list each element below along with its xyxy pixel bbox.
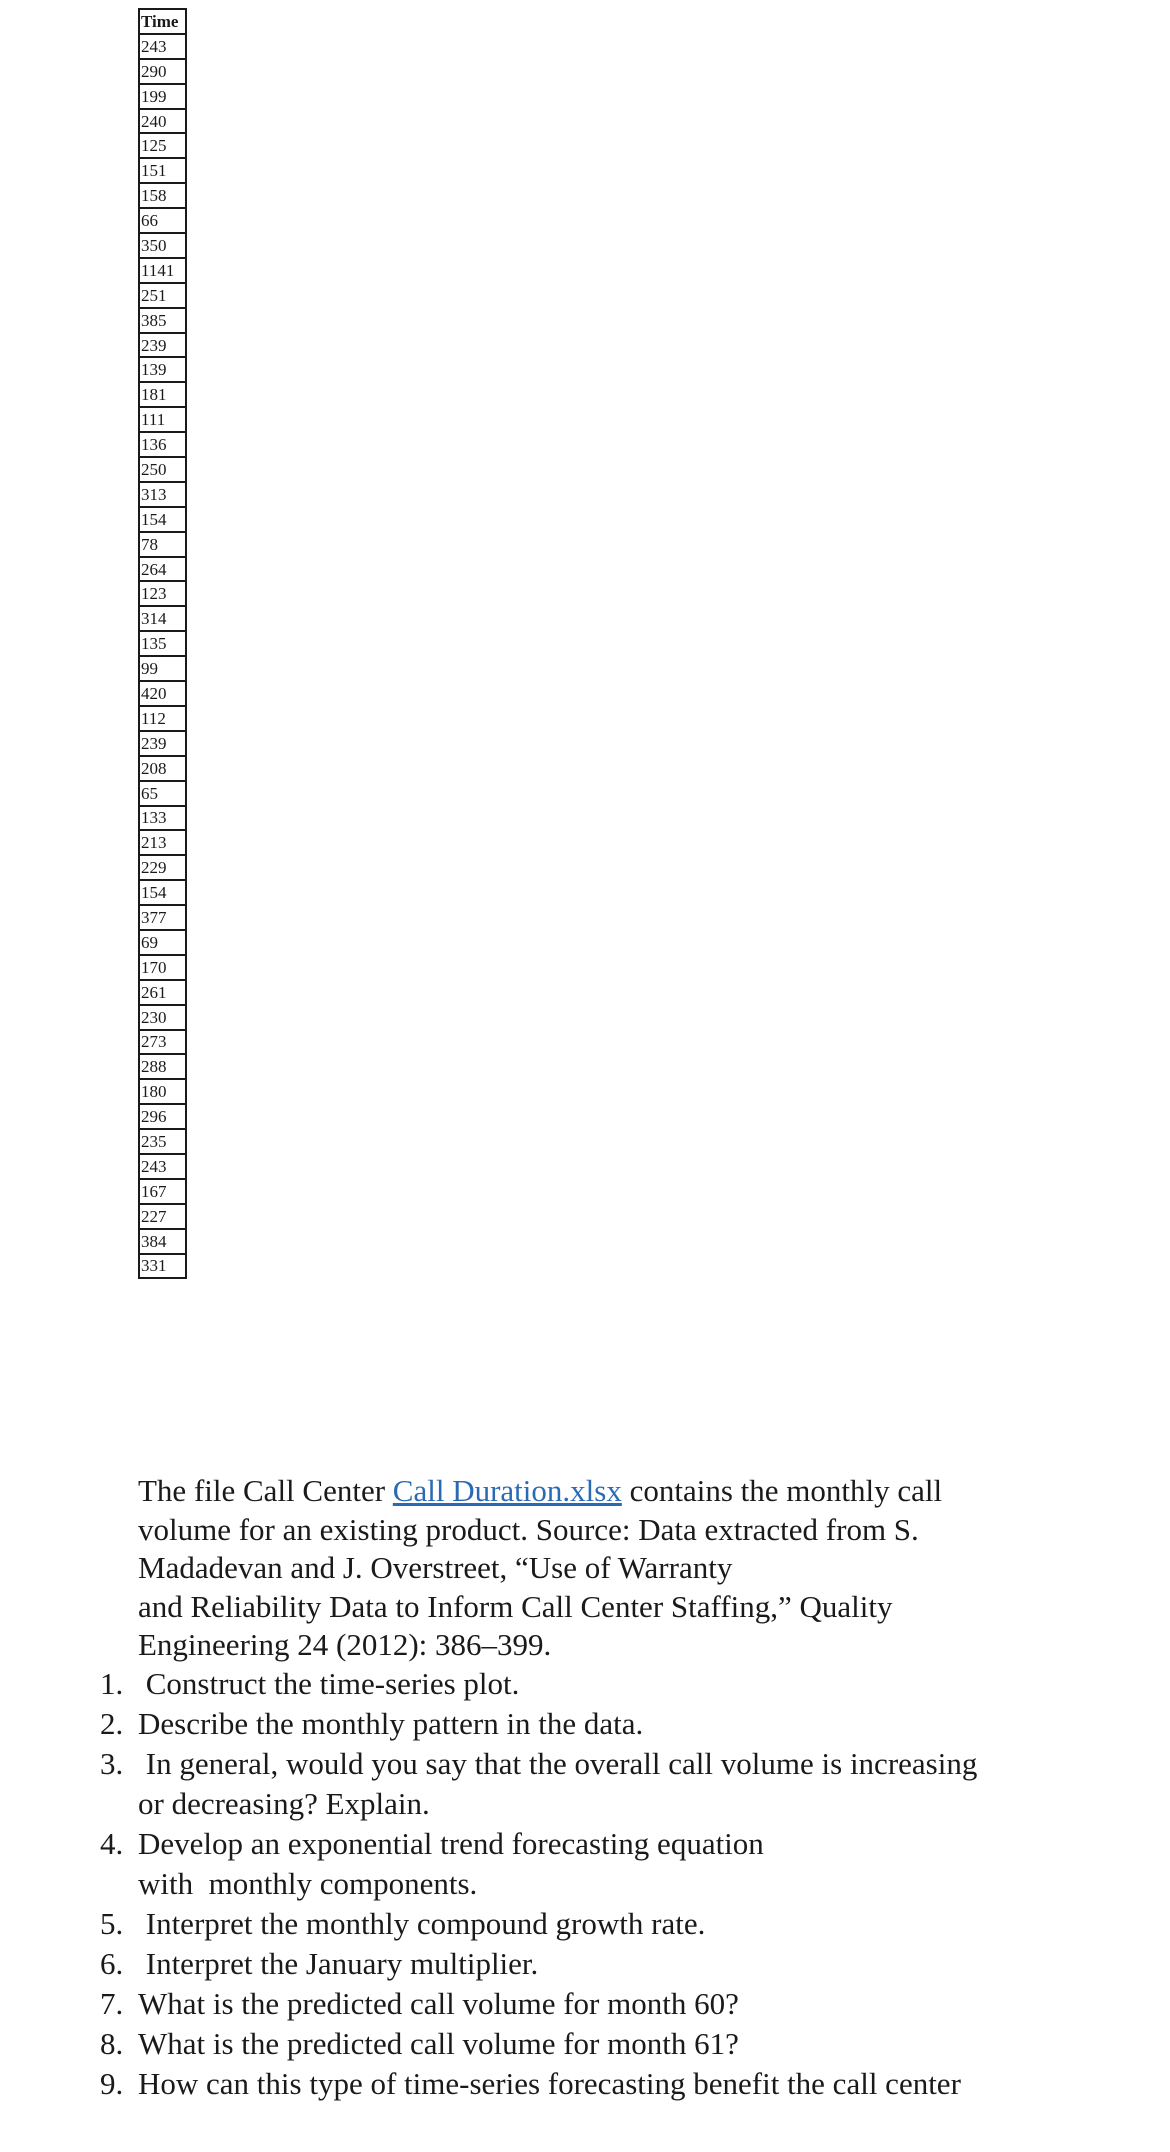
time-value-cell: 243	[139, 34, 186, 59]
question-text: or decreasing? Explain.	[138, 1786, 430, 1821]
time-value-cell: 239	[139, 333, 186, 358]
table-row	[139, 1030, 186, 1055]
time-value-cell: 99	[139, 656, 186, 681]
time-value-cell: 377	[139, 905, 186, 930]
table-row	[139, 731, 186, 756]
question-text: Interpret the monthly compound growth rate.	[138, 1906, 706, 1941]
table-row	[139, 706, 186, 731]
question-number: 3.	[100, 1746, 124, 1781]
table-row	[139, 855, 186, 880]
table-row	[139, 34, 186, 59]
table-row	[139, 806, 186, 831]
table-row	[139, 880, 186, 905]
table-row	[139, 208, 186, 233]
time-value-cell: 170	[139, 955, 186, 980]
time-value-cell: 66	[139, 208, 186, 233]
table-row	[139, 631, 186, 656]
question-number: 2.	[100, 1706, 124, 1741]
time-value-cell: 313	[139, 482, 186, 507]
time-value-cell: 331	[139, 1254, 186, 1279]
question-text: with monthly components.	[138, 1866, 478, 1901]
table-row	[139, 308, 186, 333]
table-row	[139, 1154, 186, 1179]
time-value-cell: 154	[139, 507, 186, 532]
time-value-cell: 135	[139, 631, 186, 656]
table-row	[139, 59, 186, 84]
time-table-body	[139, 34, 186, 1279]
table-row	[139, 382, 186, 407]
call-duration-file-link[interactable]: Call Duration.xlsx	[392, 1473, 622, 1508]
table-row	[139, 407, 186, 432]
intro-line: volume for an existing product. Source: Data extracted from S.	[138, 1511, 919, 1547]
table-row	[139, 1204, 186, 1229]
time-value-cell: 213	[139, 830, 186, 855]
time-value-cell: 314	[139, 606, 186, 631]
table-row	[139, 357, 186, 382]
time-value-cell: 111	[139, 407, 186, 432]
time-value-cell: 230	[139, 1005, 186, 1030]
time-value-cell: 385	[139, 308, 186, 333]
question-item	[100, 1664, 1100, 1704]
time-value-cell: 69	[139, 930, 186, 955]
table-row	[139, 233, 186, 258]
time-value-cell: 208	[139, 756, 186, 781]
table-row	[139, 1129, 186, 1154]
time-value-cell: 290	[139, 59, 186, 84]
intro-line: and Reliability Data to Inform Call Center Staffing,” Quality	[138, 1588, 893, 1624]
time-value-cell: 133	[139, 806, 186, 831]
time-value-cell: 350	[139, 233, 186, 258]
time-value-cell: 240	[139, 109, 186, 134]
table-row	[139, 1005, 186, 1030]
time-value-cell: 235	[139, 1129, 186, 1154]
time-value-cell: 264	[139, 557, 186, 582]
time-value-cell: 251	[139, 283, 186, 308]
intro-paragraph	[138, 1472, 1018, 1665]
table-row	[139, 557, 186, 582]
table-row	[139, 606, 186, 631]
question-item	[100, 1944, 1100, 1984]
time-value-cell: 125	[139, 133, 186, 158]
question-text: Describe the monthly pattern in the data.	[138, 1706, 644, 1741]
table-row	[139, 283, 186, 308]
question-number: 4.	[100, 1826, 124, 1861]
table-row	[139, 507, 186, 532]
question-text: Interpret the January multiplier.	[138, 1946, 539, 1981]
time-value-cell: 384	[139, 1229, 186, 1254]
time-value-cell: 123	[139, 581, 186, 606]
time-value-cell: 112	[139, 706, 186, 731]
question-text: Construct the time-series plot.	[138, 1666, 520, 1701]
table-row	[139, 84, 186, 109]
time-value-cell: 1141	[139, 258, 186, 283]
question-text: In general, would you say that the overall call volume is increasing	[138, 1746, 978, 1781]
time-value-cell: 78	[139, 532, 186, 557]
table-row	[139, 905, 186, 930]
time-value-cell: 151	[139, 158, 186, 183]
time-value-cell: 139	[139, 357, 186, 382]
table-row	[139, 756, 186, 781]
table-row	[139, 930, 186, 955]
table-row	[139, 1104, 186, 1129]
table-header-row	[139, 9, 186, 34]
question-list	[100, 1664, 1100, 2104]
time-value-cell: 136	[139, 432, 186, 457]
table-row	[139, 183, 186, 208]
table-row	[139, 681, 186, 706]
time-value-cell: 250	[139, 457, 186, 482]
table-row	[139, 109, 186, 134]
question-item	[100, 1704, 1100, 1744]
question-item	[100, 1904, 1100, 1944]
table-row	[139, 1229, 186, 1254]
question-number: 5.	[100, 1906, 124, 1941]
question-text: How can this type of time-series forecasting benefit the call center	[138, 2066, 961, 2101]
table-row	[139, 158, 186, 183]
intro-line: Engineering 24 (2012): 386–399.	[138, 1627, 552, 1662]
table-row	[139, 955, 186, 980]
table-row	[139, 333, 186, 358]
time-value-cell: 239	[139, 731, 186, 756]
table-row	[139, 1079, 186, 1104]
table-row	[139, 482, 186, 507]
question-item	[100, 1984, 1100, 2024]
table-row	[139, 133, 186, 158]
time-value-cell: 227	[139, 1204, 186, 1229]
intro-text-start: The file Call Center	[138, 1473, 393, 1508]
time-value-cell: 154	[139, 880, 186, 905]
time-value-cell: 65	[139, 781, 186, 806]
question-number: 8.	[100, 2026, 124, 2061]
time-value-cell: 158	[139, 183, 186, 208]
time-value-cell: 243	[139, 1154, 186, 1179]
time-value-cell: 420	[139, 681, 186, 706]
table-row	[139, 432, 186, 457]
intro-text-end: contains the monthly call	[621, 1473, 943, 1508]
time-value-cell: 288	[139, 1054, 186, 1079]
question-item	[100, 2064, 1100, 2104]
table-row	[139, 980, 186, 1005]
table-row	[139, 581, 186, 606]
time-value-cell: 181	[139, 382, 186, 407]
question-text: What is the predicted call volume for month 61?	[138, 2026, 739, 2061]
time-value-cell: 180	[139, 1079, 186, 1104]
table-row	[139, 258, 186, 283]
table-row	[139, 457, 186, 482]
question-item	[100, 2024, 1100, 2064]
table-row	[139, 1054, 186, 1079]
time-column-header: Time	[139, 9, 186, 34]
table-row	[139, 1179, 186, 1204]
time-value-cell: 296	[139, 1104, 186, 1129]
time-value-cell: 199	[139, 84, 186, 109]
question-number: 1.	[100, 1666, 124, 1701]
table-row	[139, 781, 186, 806]
time-table	[138, 8, 187, 1279]
question-item	[100, 1824, 1100, 1904]
table-row	[139, 532, 186, 557]
intro-line: Madadevan and J. Overstreet, “Use of Warranty	[138, 1550, 733, 1585]
question-number: 7.	[100, 1986, 124, 2021]
table-row	[139, 1254, 186, 1279]
question-item	[100, 1744, 1100, 1824]
question-number: 9.	[100, 2066, 124, 2101]
table-row	[139, 830, 186, 855]
time-value-cell: 261	[139, 980, 186, 1005]
question-text: Develop an exponential trend forecasting equation	[138, 1826, 764, 1861]
table-row	[139, 656, 186, 681]
question-number: 6.	[100, 1946, 124, 1981]
time-value-cell: 273	[139, 1030, 186, 1055]
time-value-cell: 229	[139, 855, 186, 880]
question-text: What is the predicted call volume for month 60?	[138, 1986, 739, 2021]
time-value-cell: 167	[139, 1179, 186, 1204]
